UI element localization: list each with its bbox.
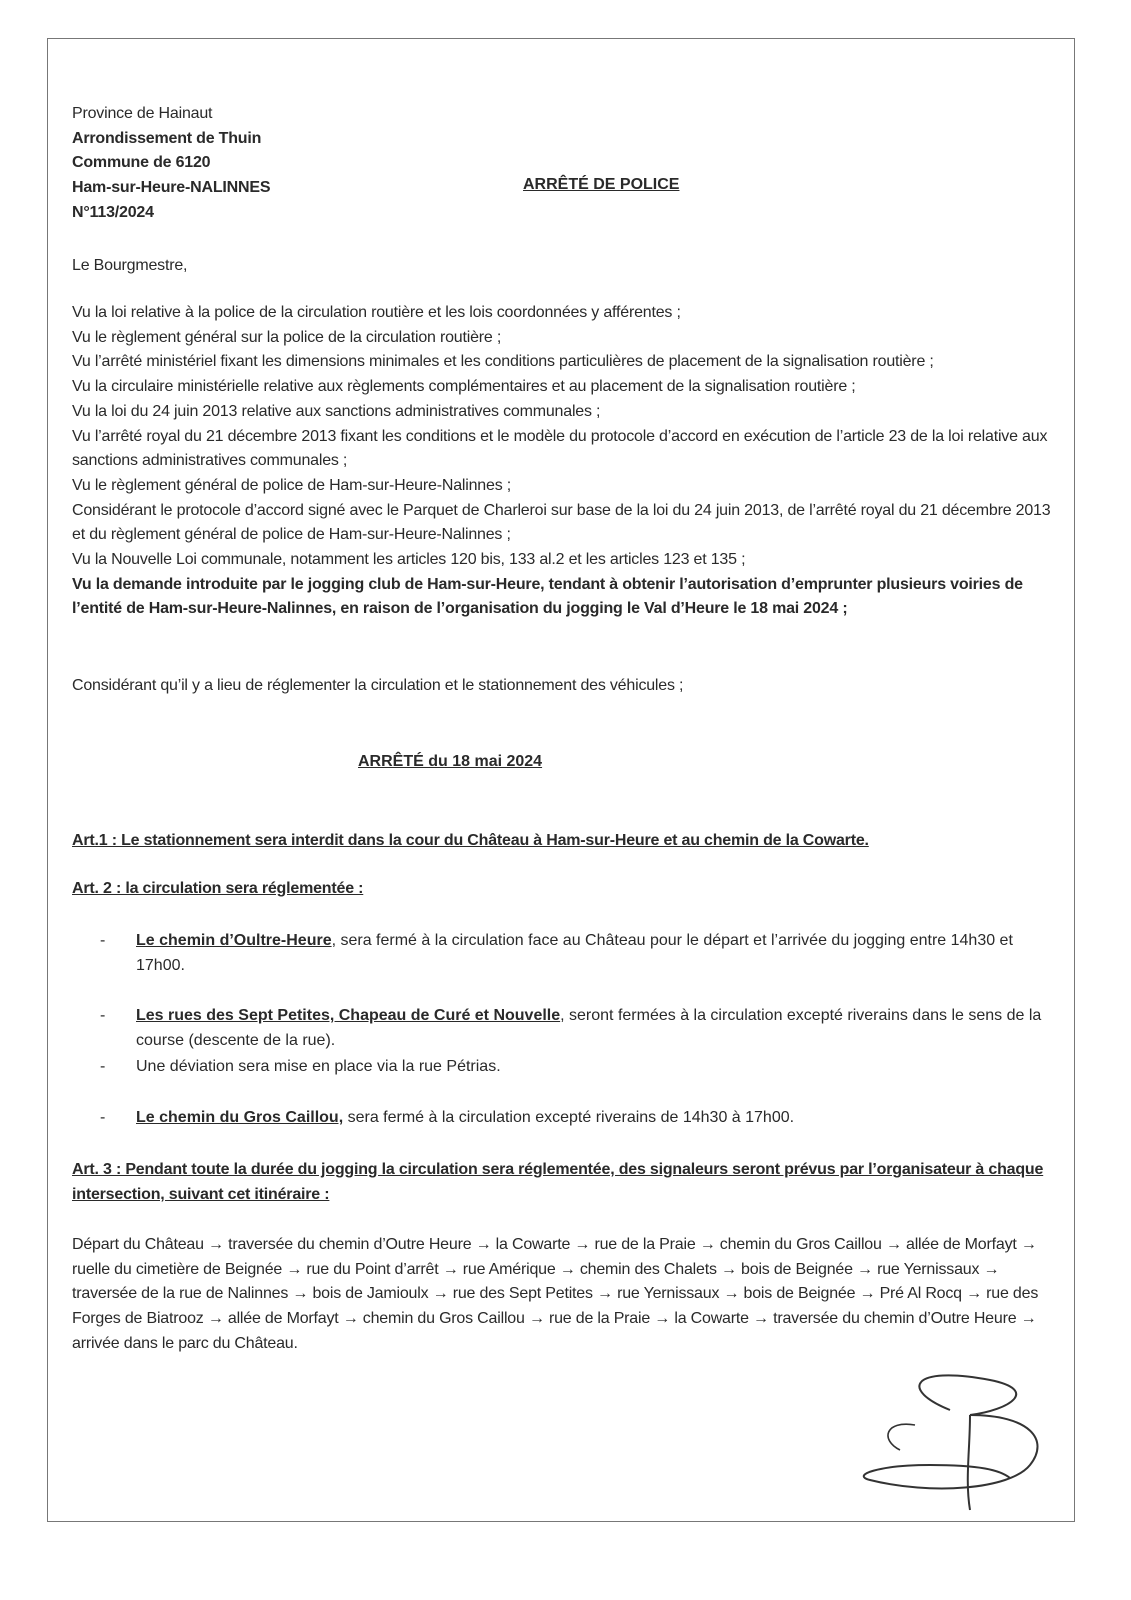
considerations bbox=[72, 301, 1062, 622]
decree-title: ARRÊTÉ du 18 mai 2024 bbox=[358, 753, 543, 770]
consideration: Vu la loi relative à la police de la circulation routière et les lois coordonnées y afférentes ; bbox=[72, 304, 681, 321]
itinerary: Départ du Château → traversée du chemin d’Outre Heure → la Cowarte → rue de la Praie → chemin du Gros Caillou → allée de Morfayt → ruelle du cimetière de Beignée → rue du Point d’arrêt → rue Amérique → chemin des Chalets → bois de Beignée → rue Yernissaux → traversée de la rue de Nalinnes → bois de Jamioulx → rue des Sept Petites → rue Yernissaux → bois de Beignée → Pré Al Rocq → rue des Forges de Biatrooz → allée de Morfayt → chemin du Gros Caillou → rue de la Praie → la Cowarte → traversée du chemin d’Outre Heure → arrivée dans le parc du Château. bbox=[72, 1236, 1039, 1352]
province: Province de Hainaut bbox=[72, 105, 213, 122]
article-2-item: - Le chemin du Gros Caillou, sera fermé à la circulation excepté riverains de 14h30 à 17h00. bbox=[100, 1109, 795, 1126]
article-3-title: Art. 3 : Pendant toute la durée du jogging la circulation sera réglementée, des signaleurs seront prévus par l’organisateur à chaque intersection, suivant cet itinéraire : bbox=[72, 1161, 1044, 1203]
consideration: Considérant le protocole d’accord signé avec le Parquet de Charleroi sur base de la loi du 24 juin 2013, de l’arrêté royal du 21 décembre 2013 et du règlement général de police de Ham-sur-Heure-Nalinnes ; bbox=[72, 501, 1051, 544]
article-1: Art.1 : Le stationnement sera interdit dans la cour du Château à Ham-sur-Heure et au chemin de la Cowarte. bbox=[72, 832, 869, 849]
consideration: Vu la Nouvelle Loi communale, notamment les articles 120 bis, 133 al.2 et les articles 123 et 135 ; bbox=[72, 551, 746, 569]
jogging-request: Vu la demande introduite par le jogging club de Ham-sur-Heure, tendant à obtenir l’autorisation d’emprunter plusieurs voiries de l’entité de Ham-sur-Heure-Nalinnes, en raison de l’organisation du jogging le Val d’Heure le 18 mai 2024 ; bbox=[72, 575, 1023, 618]
commune-name: Ham-sur-Heure-NALINNES bbox=[72, 179, 271, 197]
commune: Commune de 6120 bbox=[72, 154, 211, 172]
consideration: Vu la loi du 24 juin 2013 relative aux sanctions administratives communales ; bbox=[72, 402, 601, 420]
document-title: ARRÊTÉ DE POLICE bbox=[523, 176, 680, 193]
consideration: Vu le règlement général sur la police de la circulation routière ; bbox=[72, 328, 502, 346]
considering-statement: Considérant qu’il y a lieu de réglementer la circulation et le stationnement des véhicules ; bbox=[72, 677, 684, 694]
arrondissement: Arrondissement de Thuin bbox=[72, 129, 262, 147]
consideration: Vu l’arrêté ministériel fixant les dimensions minimales et les conditions particulières de placement de la signalisation routière ; bbox=[72, 353, 934, 371]
signature bbox=[840, 1370, 1060, 1515]
consideration: Vu la circulaire ministérielle relative aux règlements complémentaires et au placement de la signalisation routière ; bbox=[72, 378, 856, 396]
article-2-item: - Le chemin d’Oultre-Heure, sera fermé à la circulation face au Château pour le départ et l’arrivée du jogging entre 14h30 et 17h00. bbox=[100, 932, 1013, 974]
article-2-item: - Les rues des Sept Petites, Chapeau de Curé et Nouvelle, seront fermées à la circulation excepté riverains dans le sens de la course (descente de la rue). bbox=[100, 1007, 1042, 1049]
issuer-header bbox=[72, 102, 1062, 226]
article-2-title: Art. 2 : la circulation sera réglementée : bbox=[72, 880, 364, 897]
reference-number: N°113/2024 bbox=[72, 203, 154, 221]
consideration: Vu le règlement général de police de Ham-sur-Heure-Nalinnes ; bbox=[72, 476, 511, 494]
salutation: Le Bourgmestre, bbox=[72, 257, 188, 274]
article-2-item: - Une déviation sera mise en place via la rue Pétrias. bbox=[100, 1058, 501, 1075]
consideration: Vu l’arrêté royal du 21 décembre 2013 fixant les conditions et le modèle du protocole d’accord en exécution de l’article 23 de la loi relative aux sanctions administratives communales ; bbox=[72, 427, 1048, 470]
